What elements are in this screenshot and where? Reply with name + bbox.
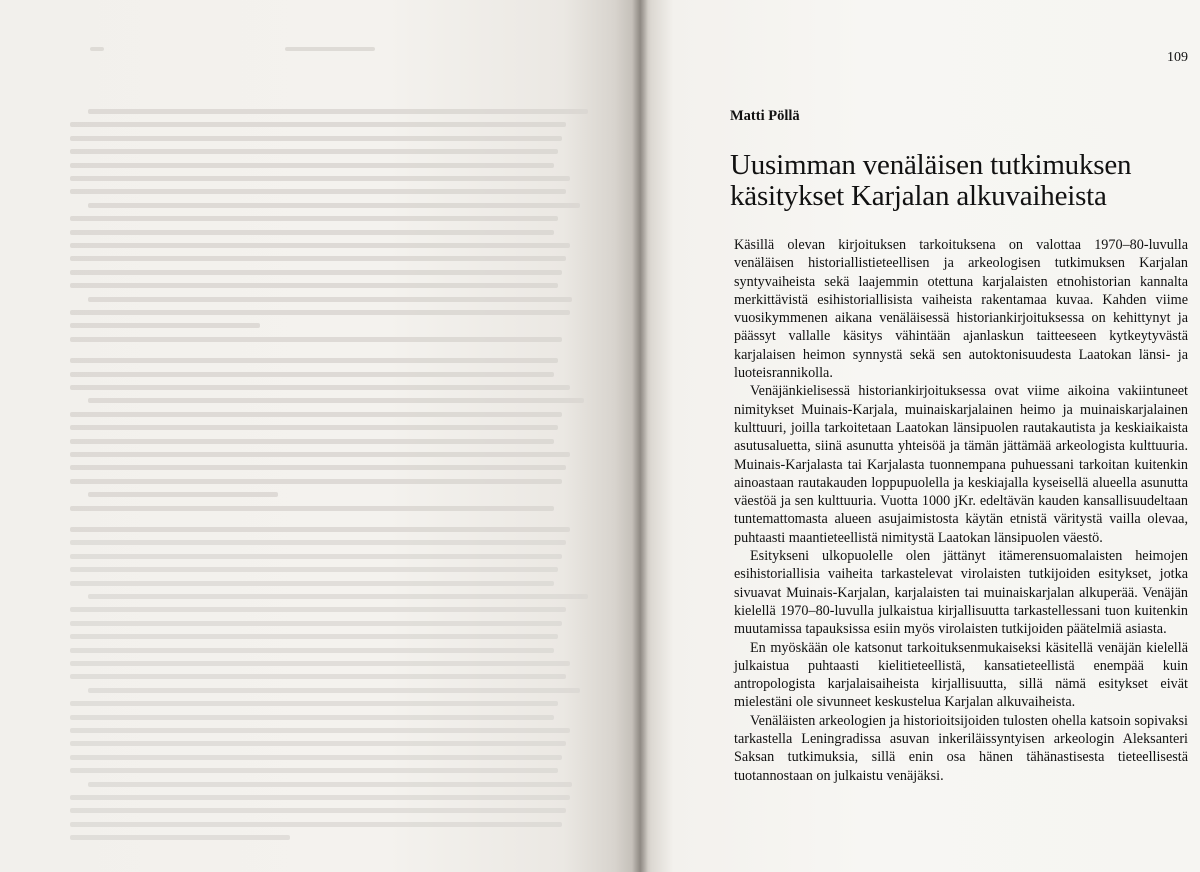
ghost-line bbox=[88, 782, 572, 787]
article-body bbox=[734, 236, 1188, 785]
ghost-line bbox=[70, 567, 558, 572]
article-title bbox=[730, 150, 1170, 212]
ghost-line bbox=[70, 136, 562, 141]
ghost-line bbox=[70, 412, 562, 417]
ghost-header-mark bbox=[285, 47, 375, 51]
ghost-line bbox=[70, 216, 558, 221]
ghost-line bbox=[70, 323, 260, 328]
ghost-line bbox=[70, 358, 558, 363]
ghost-line bbox=[70, 808, 566, 813]
ghost-line bbox=[88, 109, 588, 114]
ghost-line bbox=[70, 243, 570, 248]
page-number: 109 bbox=[1167, 50, 1188, 65]
ghost-line bbox=[70, 270, 562, 275]
ghost-line bbox=[70, 607, 566, 612]
ghost-line bbox=[88, 398, 584, 403]
book-gutter bbox=[632, 0, 648, 872]
ghost-line bbox=[88, 203, 580, 208]
ghost-line bbox=[70, 634, 558, 639]
ghost-line bbox=[70, 189, 566, 194]
ghost-line bbox=[70, 506, 554, 511]
ghost-line bbox=[70, 741, 566, 746]
ghost-line bbox=[70, 822, 562, 827]
ghost-line bbox=[70, 310, 570, 315]
ghost-line bbox=[70, 385, 570, 390]
ghost-line bbox=[70, 149, 558, 154]
ghost-line bbox=[70, 674, 566, 679]
bleed-through-text bbox=[70, 95, 590, 835]
ghost-line bbox=[70, 701, 558, 706]
ghost-line bbox=[88, 594, 588, 599]
ghost-line bbox=[70, 527, 570, 532]
ghost-line bbox=[70, 230, 554, 235]
ghost-line bbox=[70, 256, 566, 261]
title-line-1: Uusimman venäläisen tutkimuksen bbox=[730, 149, 1132, 181]
ghost-line bbox=[70, 372, 554, 377]
paragraph-1: Käsillä olevan kirjoituksen tarkoituksena on valottaa 1970–80-luvulla venäläisen historiallistieteellisen ja arkeologisen tutkimuksen Karjalan syntyvaiheista sekä laajemmin otettuna karjalaisten etnohistorian kannalta merkittävistä esihistoriallisista vaiheista rakentamaa kuvaa. Kahden viime vuosikymmenen aikana venäläisessä historiankirjoituksessa on kehittynyt ja päässyt vallalle käsitys vähintään ajanlaskun taitteeseen kytkeytyvästä karjalaisen heimon synnystä sekä sen autoktonisuudesta Laatokan länsi- ja luoteisrannikolla. bbox=[734, 237, 1188, 382]
ghost-header-mark bbox=[90, 47, 104, 51]
ghost-line bbox=[88, 297, 572, 302]
ghost-line bbox=[70, 795, 570, 800]
paragraph-4: En myöskään ole katsonut tarkoituksenmukaiseksi käsitellä venäjän kielellä julkaistua puhtaasti kielitieteellistä, kansatieteellistä enempää kuin antropologista karjalaisaiheista kirjallisuutta, sillä nämä esitykset eivät mielestäni ole sivunneet keskustelua Karjalan alkuvaiheista. bbox=[734, 639, 1188, 711]
ghost-line bbox=[70, 835, 290, 840]
ghost-line bbox=[70, 465, 566, 470]
ghost-line bbox=[70, 163, 554, 168]
ghost-line bbox=[70, 581, 554, 586]
ghost-line bbox=[70, 283, 558, 288]
ghost-line bbox=[88, 688, 580, 693]
ghost-line bbox=[88, 492, 278, 497]
ghost-line bbox=[70, 479, 562, 484]
ghost-line bbox=[70, 425, 558, 430]
ghost-line bbox=[70, 728, 570, 733]
ghost-line bbox=[70, 439, 554, 444]
ghost-line bbox=[70, 768, 558, 773]
ghost-line bbox=[70, 648, 554, 653]
ghost-line bbox=[70, 337, 562, 342]
title-line-2: käsitykset Karjalan alkuvaiheista bbox=[730, 180, 1107, 212]
paragraph-2: Venäjänkielisessä historiankirjoituksessa ovat viime aikoina vakiintuneet nimitykset Muinais-Karjala, muinaiskarjalainen heimo ja muinaiskarjalainen kulttuuri, joilla tarkoitetaan Laatokan länsipuolen rautakautista ja keskiaikaista asutusaluetta, siinä asunutta yhteisöä ja tämän jättämää arkeologista kulttuuria. Muinais-Karjalasta tai Karjalasta tuonnempana puhuessani tarkoitan kuitenkin ainoastaan rautakauden loppupuolella ja keskiajalla kyseisellä alueella asunutta väestöä ja sen kulttuuria. Vuotta 1000 jKr. edeltävän kauden kansallisuudeltaan tuntemattomasta alueen asujaimistosta käytän etnistä väritystä vailla olevaa, puhtaasti maantieteellistä nimitystä Laatokan länsipuolen väestö. bbox=[734, 383, 1188, 546]
paragraph-5: Venäläisten arkeologien ja historioitsijoiden tulosten ohella katsoin sopivaksi tarkastella Leningradissa asuvan inkeriläissyntyisen arkeologin Aleksanteri Saksan tutkimuksia, sillä enin osa hänen tähänastisesta tieteellisestä tuotannostaan on julkaistu venäjäksi. bbox=[734, 712, 1188, 784]
ghost-line bbox=[70, 755, 562, 760]
ghost-line bbox=[70, 176, 570, 181]
ghost-line bbox=[70, 452, 570, 457]
ghost-line bbox=[70, 621, 562, 626]
paragraph-3: Esitykseni ulkopuolelle olen jättänyt itämerensuomalaisten heimojen esihistoriallisia vaiheita tarkastelevat virolaisten tutkijoiden esitykset, jotka sivuavat Muinais-Karjalan, karjalaisten tai muinaiskarjalan alkuperää. Venäjän kielellä 1970–80-luvulla julkaistua kirjallisuutta tarkastellessani tuon kuitenkin muutamissa tapauksissa esiin myös virolaisten tutkijoiden päätelmiä asiasta. bbox=[734, 548, 1188, 638]
ghost-line bbox=[70, 540, 566, 545]
ghost-line bbox=[70, 661, 570, 666]
ghost-line bbox=[70, 122, 566, 127]
author-name: Matti Pöllä bbox=[730, 108, 800, 124]
ghost-line bbox=[70, 554, 562, 559]
ghost-line bbox=[70, 715, 554, 720]
